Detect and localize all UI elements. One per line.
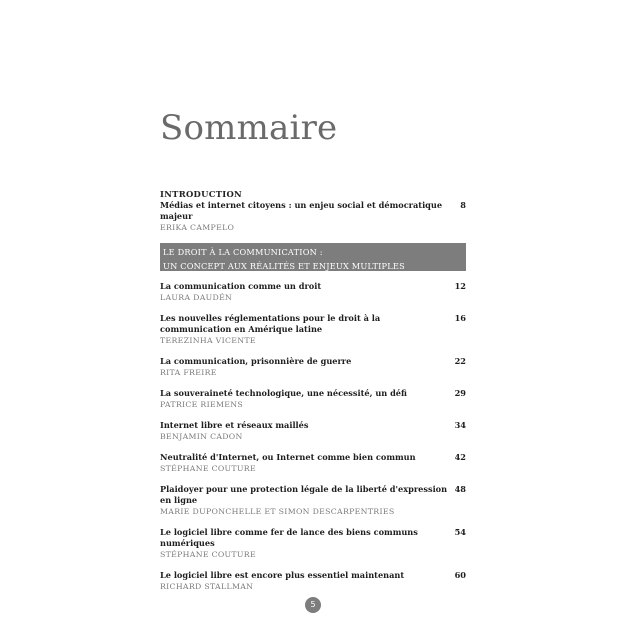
entry-title: La communication, prisonnière de guerre — [160, 356, 352, 366]
section-heading-band — [160, 243, 466, 271]
entry-author: STÉPHANE COUTURE — [160, 550, 256, 559]
toc-entry[interactable] — [160, 313, 466, 346]
entry-author: RICHARD STALLMAN — [160, 582, 254, 591]
section-heading-line2: UN CONCEPT AUX RÉALITÉS ET ENJEUX MULTIPLES — [163, 261, 405, 271]
toc-entry[interactable] — [160, 570, 466, 592]
toc-entry[interactable] — [160, 420, 466, 442]
entry-page: 8 — [460, 200, 466, 210]
entry-author: TEREZINHA VICENTE — [160, 336, 256, 345]
intro-heading: INTRODUCTION — [160, 189, 242, 199]
toc-entry[interactable] — [160, 484, 466, 517]
toc-entry-list — [160, 281, 466, 592]
entry-author: RITA FREIRE — [160, 368, 217, 377]
entry-author: LAURA DAUDÉN — [160, 293, 233, 302]
entry-page: 29 — [454, 388, 466, 398]
entry-author: BENJAMIN CADON — [160, 432, 243, 441]
toc-entry[interactable] — [160, 281, 466, 303]
toc-entry[interactable] — [160, 527, 466, 560]
entry-title: Neutralité d'Internet, ou Internet comme bien commun — [160, 452, 416, 462]
entry-author: STÉPHANE COUTURE — [160, 464, 256, 473]
entry-page: 22 — [454, 356, 466, 366]
entry-page: 16 — [454, 313, 466, 323]
toc-entry[interactable] — [160, 452, 466, 474]
toc-entry[interactable] — [160, 356, 466, 378]
entry-page: 54 — [454, 527, 466, 537]
section-heading-line1: LE DROIT À LA COMMUNICATION : — [163, 247, 323, 257]
table-of-contents — [160, 189, 466, 592]
page-number-badge: 5 — [305, 597, 321, 613]
entry-author: PATRICE RIEMENS — [160, 400, 244, 409]
entry-page: 60 — [454, 570, 466, 580]
entry-title: Le logiciel libre comme fer de lance des biens communs numériques — [160, 527, 418, 548]
toc-entry-intro[interactable] — [160, 200, 466, 233]
entry-page: 34 — [454, 420, 466, 430]
entry-page: 48 — [454, 484, 466, 494]
toc-entry[interactable] — [160, 388, 466, 410]
entry-title: La souveraineté technologique, une nécessité, un défi — [160, 388, 407, 398]
entry-page: 12 — [454, 281, 466, 291]
entry-title: Le logiciel libre est encore plus essentiel maintenant — [160, 570, 405, 580]
entry-title: Médias et internet citoyens : un enjeu social et démocratique majeur — [160, 200, 443, 221]
entry-title: Internet libre et réseaux maillés — [160, 420, 309, 430]
entry-author: MARIE DUPONCHELLE ET SIMON DESCARPENTRIES — [160, 507, 395, 516]
entry-page: 42 — [454, 452, 466, 462]
entry-title: Les nouvelles réglementations pour le droit à la communication en Amérique latine — [160, 313, 381, 334]
page-title: Sommaire — [160, 108, 338, 148]
entry-title: Plaidoyer pour une protection légale de la liberté d'expression en ligne — [160, 484, 448, 505]
entry-author: ERIKA CAMPELO — [160, 223, 235, 232]
entry-title: La communication comme un droit — [160, 281, 322, 291]
